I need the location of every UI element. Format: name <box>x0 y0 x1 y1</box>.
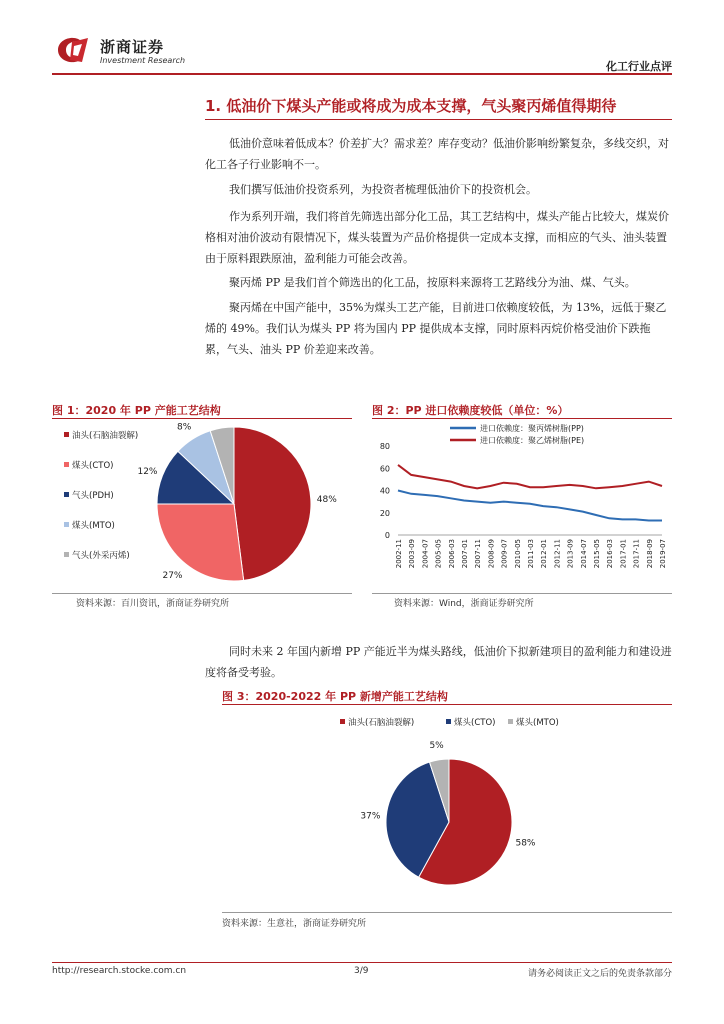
y-tick-label: 40 <box>379 486 390 496</box>
legend-swatch <box>340 719 345 724</box>
report-category: 化工行业点评 <box>606 60 672 73</box>
x-tick-label: 2008-09 <box>487 539 496 569</box>
paragraph: 同时未来 2 年国内新增 PP 产能近半为煤头路线，低油价下拟新建项目的盈利能力和建设进度将备受考验。 <box>205 645 672 679</box>
x-tick-label: 2011-03 <box>527 539 535 569</box>
pie-data-label: 58% <box>515 838 536 849</box>
series-line <box>398 465 662 488</box>
legend-swatch <box>64 522 69 527</box>
legend-label: 进口依赖度：聚乙烯树脂(PE) <box>480 436 585 445</box>
legend-label: 煤头(CTO) <box>454 718 496 728</box>
legend-label: 煤头(CTO) <box>72 461 114 471</box>
x-tick-label: 2017-11 <box>632 539 641 569</box>
figure1-title: 图 1：2020 年 PP 产能工艺结构 <box>52 404 221 417</box>
legend-label: 气头(PDH) <box>72 491 114 501</box>
legend-label: 进口依赖度：聚丙烯树脂(PP) <box>480 424 584 433</box>
x-tick-label: 2016-03 <box>606 539 615 569</box>
footer-divider <box>52 962 672 963</box>
y-tick-label: 20 <box>379 508 390 518</box>
figure3-title-rule <box>222 704 672 705</box>
legend-label: 油头(石脑油裂解) <box>72 431 139 441</box>
legend-swatch <box>64 462 69 467</box>
x-tick-label: 2017-01 <box>619 539 628 569</box>
legend-swatch <box>64 432 69 437</box>
figure3-pie-chart <box>222 708 672 908</box>
brand-logo-icon <box>52 32 96 68</box>
section-title: 1. 低油价下煤头产能或将成为成本支撑，气头聚丙烯值得期待 <box>205 97 617 115</box>
figure2-line-chart <box>372 420 672 592</box>
x-tick-label: 2002-11 <box>395 539 403 569</box>
x-tick-label: 2005-05 <box>434 539 443 569</box>
x-tick-label: 2006-03 <box>447 539 456 569</box>
figure1-source-rule <box>52 593 352 594</box>
legend-label: 油头(石脑油裂解) <box>348 718 415 728</box>
legend-label: 煤头(MTO) <box>72 521 115 531</box>
x-tick-label: 2018-09 <box>645 539 654 569</box>
x-tick-label: 2007-01 <box>461 539 469 569</box>
x-tick-label: 2014-07 <box>579 539 588 569</box>
paragraph: 我们撰写低油价投资系列，为投资者梳理低油价下的投资机会。 <box>229 183 537 196</box>
pie-data-label: 12% <box>137 466 158 477</box>
legend-swatch <box>64 492 69 497</box>
footer-url[interactable]: http://research.stocke.com.cn <box>52 966 187 976</box>
x-tick-label: 2012-11 <box>553 539 562 569</box>
page-number: 3/9 <box>354 966 369 976</box>
x-tick-label: 2007-11 <box>474 539 483 569</box>
figure3-title: 图 3：2020-2022 年 PP 新增产能工艺结构 <box>222 690 448 703</box>
figure2-source-rule <box>372 593 672 594</box>
pie-data-label: 8% <box>177 422 192 433</box>
figure1-source: 资料来源：百川资讯，浙商证券研究所 <box>76 599 230 609</box>
pie-data-label: 5% <box>429 741 444 751</box>
x-tick-label: 2013-09 <box>566 539 575 569</box>
series-line <box>398 491 662 521</box>
y-tick-label: 80 <box>379 442 390 451</box>
section-title-rule <box>205 119 672 120</box>
pie-data-label: 27% <box>162 570 183 581</box>
paragraph: 聚丙烯 PP 是我们首个筛选出的化工品，按原料来源将工艺路线分为油、煤、气头。 <box>229 276 636 289</box>
paragraph: 作为系列开端，我们将首先筛选出部分化工品，其工艺结构中，煤头产能占比较大，煤炭价格相对油价波动有限情况下，煤头装置为产品价格提供一定成本支撑，而相应的气头、油头装置由于原料跟跌原油，盈利能力可能会改善。 <box>205 210 669 265</box>
x-tick-label: 2009-07 <box>500 539 509 569</box>
legend-swatch <box>64 552 69 557</box>
x-tick-label: 2012-01 <box>540 539 549 569</box>
figure1-title-rule <box>52 418 352 419</box>
brand-name-en: Investment Research <box>100 56 186 65</box>
figure1-pie-chart <box>52 420 352 592</box>
x-tick-label: 2015-05 <box>593 539 601 569</box>
paragraph: 聚丙烯在中国产能中，35%为煤头工艺产能，目前进口依赖度较低，为 13%，远低于聚乙烯的 49%。我们认为煤头 PP 将为国内 PP 提供成本支撑，同时原料丙烷价格受油价下跌拖累，气头、油头 PP 价差迎来改善。 <box>205 301 667 356</box>
pie-slice <box>157 504 244 581</box>
brand-name: 浙商证券 <box>100 38 165 56</box>
figure2-title: 图 2：PP 进口依赖度较低（单位：%） <box>372 404 569 417</box>
legend-swatch <box>508 719 513 724</box>
figure2-source: 资料来源：Wind，浙商证券研究所 <box>394 599 534 609</box>
disclaimer-note: 请务必阅读正文之后的免责条款部分 <box>527 969 672 979</box>
x-tick-label: 2010-05 <box>513 539 522 569</box>
legend-label: 气头(外采丙烯) <box>72 551 130 561</box>
header-divider <box>52 73 672 75</box>
legend-label: 煤头(MTO) <box>516 718 559 728</box>
pie-data-label: 37% <box>360 811 381 822</box>
paragraph: 低油价意味着低成本？价差扩大？需求差？库存变动？低油价影响纷繁复杂，多线交织，对化工各子行业影响不一。 <box>205 137 669 171</box>
legend-swatch <box>446 719 451 724</box>
pie-data-label: 48% <box>316 495 337 506</box>
x-tick-label: 2004-07 <box>421 539 430 569</box>
x-tick-label: 2019-07 <box>659 539 667 569</box>
figure3-source-rule <box>222 912 672 913</box>
figure2-title-rule <box>372 418 672 419</box>
pie-slice <box>234 427 311 580</box>
y-tick-label: 60 <box>379 464 390 474</box>
y-tick-label: 0 <box>384 531 390 540</box>
figure3-source: 资料来源：生意社，浙商证券研究所 <box>222 919 367 929</box>
x-tick-label: 2003-09 <box>408 539 417 569</box>
